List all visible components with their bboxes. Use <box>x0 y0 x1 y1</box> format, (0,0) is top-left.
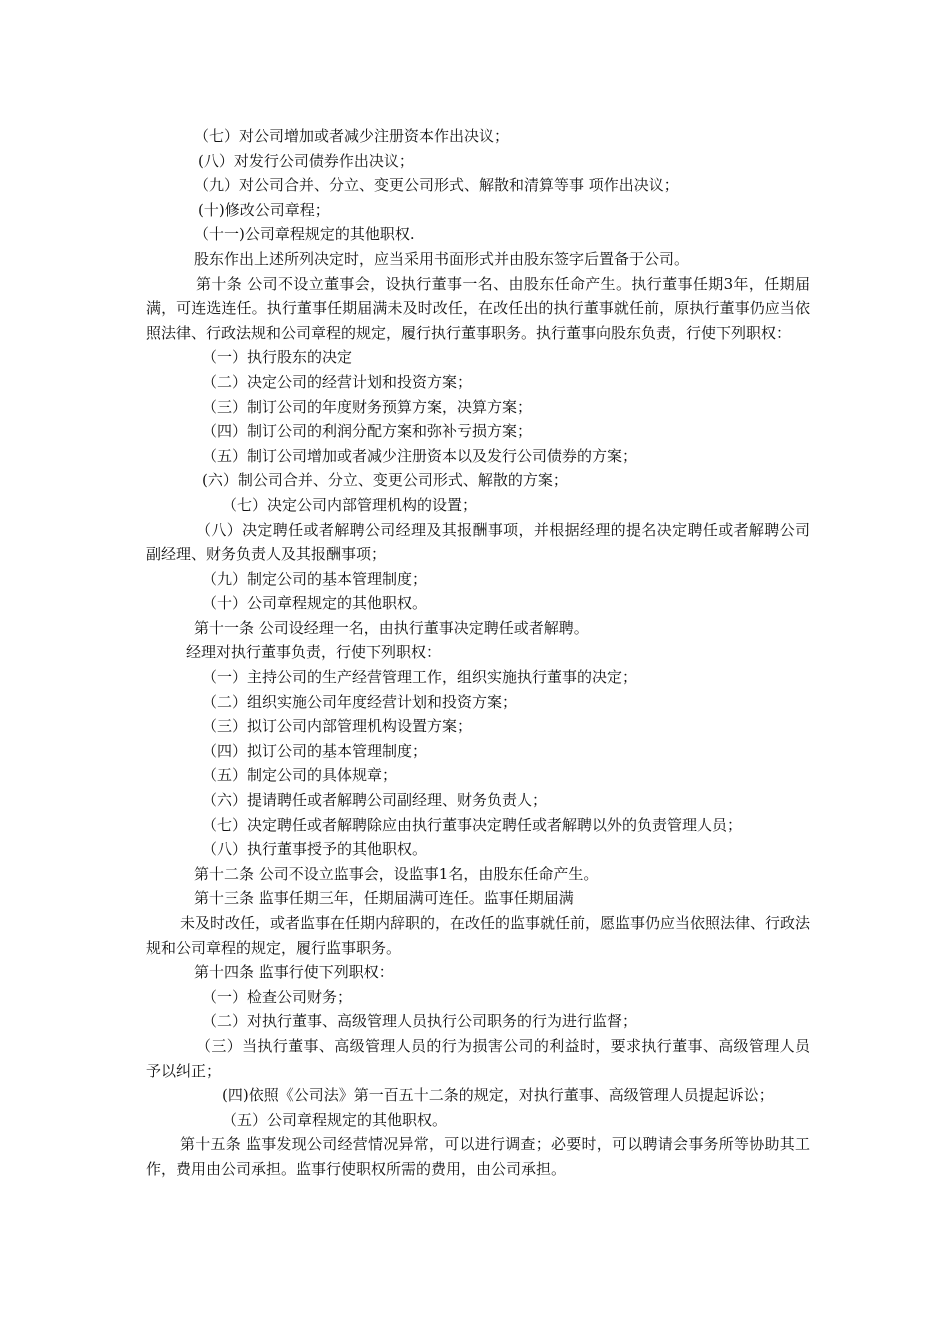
paragraph: （七）决定公司内部管理机构的设置； <box>222 495 478 514</box>
paragraph: （三）拟订公司内部管理机构设置方案； <box>202 717 473 736</box>
paragraph: （三）制订公司的年度财务预算方案，决算方案； <box>202 397 533 416</box>
article-14: 第十四条 监事行使下列职权： <box>194 963 394 982</box>
paragraph: （十）公司章程规定的其他职权。 <box>202 594 428 613</box>
article-12: 第十二条 公司不设立监事会，设监事1名，由股东任命产生。 <box>194 864 599 883</box>
paragraph: （一）主持公司的生产经营管理工作，组织实施执行董事的决定； <box>202 668 638 687</box>
paragraph: （八）决定聘任或者解聘公司经理及其报酬事项，并根据经理的提名决定聘任或者解聘公司副经理、财务负责人及其报酬事项； <box>146 520 810 564</box>
paragraph: （五）制订公司增加或者减少注册资本以及发行公司债券的方案； <box>202 446 638 465</box>
paragraph: （二）对执行董事、高级管理人员执行公司职务的行为进行监督； <box>202 1012 638 1031</box>
paragraph: 股东作出上述所列决定时，应当采用书面形式并由股东签字后置备于公司。 <box>194 249 690 268</box>
paragraph: （六）提请聘任或者解聘公司副经理、财务负责人； <box>202 791 548 810</box>
article-15: 第十五条 监事发现公司经营情况异常，可以进行调查；必要时，可以聘请会事务所等协助其工作，费用由公司承担。监事行使职权所需的费用，由公司承担。 <box>146 1135 810 1178</box>
paragraph: 未及时改任，或者监事在任期内辞职的，在改任的监事就任前，愿监事仍应当依照法律、行政法规和公司章程的规定，履行监事职务。 <box>146 914 811 957</box>
article-11: 第十一条 公司设经理一名，由执行董事决定聘任或者解聘。 <box>194 618 589 637</box>
article-10: 第十条 公司不设立董事会，设执行董事一名、由股东任命产生。执行董事任期3年，任期届满，可连选连任。执行董事任期届满未及时改任，在改任出的执行董事就任前，原执行董事仍应当依照法律、行政法规和公司章程的规定，履行执行董事职务。执行董事向股东负责，行使下列职权： <box>146 274 810 342</box>
paragraph: （二）组织实施公司年度经营计划和投资方案； <box>202 692 518 711</box>
paragraph: （七）决定聘任或者解聘除应由执行董事决定聘任或者解聘以外的负责管理人员； <box>202 815 743 834</box>
paragraph: （五）制定公司的具体规章； <box>202 766 398 785</box>
paragraph: (十)修改公司章程； <box>198 200 330 219</box>
paragraph: （十一)公司章程规定的其他职权. <box>194 225 415 244</box>
document-body <box>146 124 810 1182</box>
paragraph: （一）执行股东的决定 <box>202 348 353 367</box>
paragraph: (六）制公司合并、分立、变更公司形式、解散的方案； <box>202 471 568 490</box>
paragraph: （四）拟订公司的基本管理制度； <box>202 741 428 760</box>
paragraph: （七）对公司增加或者减少注册资本作出决议； <box>194 127 510 145</box>
paragraph: （三）当执行董事、高级管理人员的行为损害公司的利益时，要求执行董事、高级管理人员予以纠正； <box>146 1036 810 1080</box>
paragraph: （九）制定公司的基本管理制度； <box>202 569 428 588</box>
paragraph: （二）决定公司的经营计划和投资方案； <box>202 372 473 391</box>
paragraph: (八）对发行公司债券作出决议； <box>198 151 414 170</box>
article-13: 第十三条 监事任期三年，任期届满可连任。监事任期届满 <box>194 889 574 908</box>
paragraph: （五）公司章程规定的其他职权。 <box>222 1110 448 1129</box>
paragraph: （四）制订公司的利润分配方案和弥补亏损方案； <box>202 422 533 441</box>
paragraph: 经理对执行董事负责，行使下列职权： <box>186 643 442 662</box>
paragraph: （一）检查公司财务； <box>202 987 353 1006</box>
paragraph: （八）执行董事授予的其他职权。 <box>202 840 428 859</box>
paragraph: (四)依照《公司法》第一百五十二条的规定，对执行董事、高级管理人员提起诉讼； <box>222 1086 774 1105</box>
paragraph: （九）对公司合并、分立、变更公司形式、解散和清算等事 项作出决议； <box>194 176 679 195</box>
